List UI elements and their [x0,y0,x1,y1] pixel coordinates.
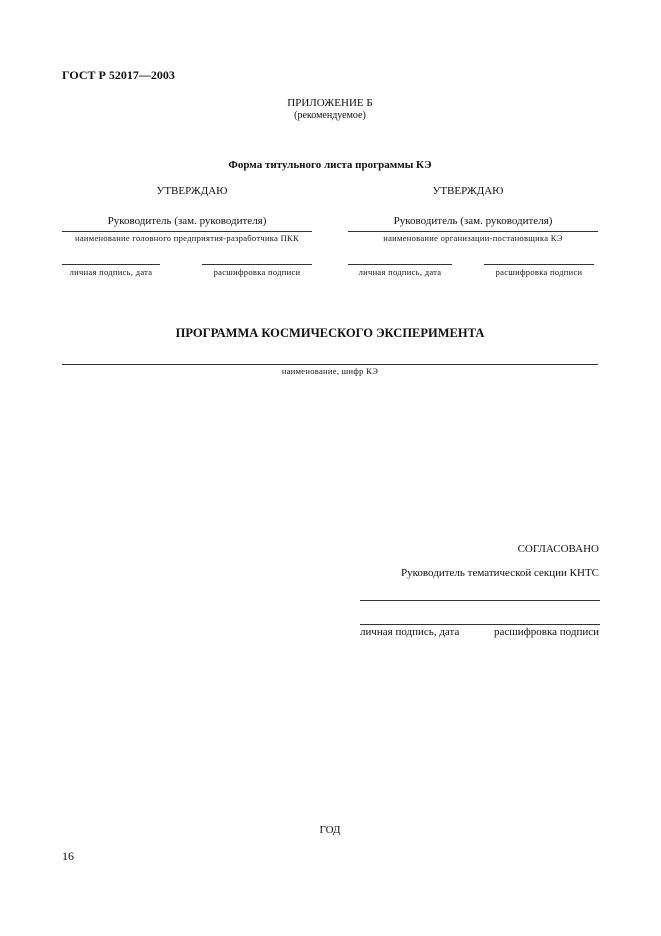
approve-right-sign-line [348,264,452,265]
approve-left-decode-line [202,264,312,265]
approve-left-org-caption: наименование головного предприятия-разработчика ПКК [75,233,299,243]
approve-left-heading: УТВЕРЖДАЮ [156,185,228,197]
agreed-decode-caption: расшифровка подписи [494,626,599,638]
approve-left-org-line [62,231,312,232]
agreed-role: Руководитель тематической секции КНТС [401,567,599,579]
approve-right-sign-caption: личная подпись, дата [358,267,442,277]
document-code: ГОСТ Р 52017—2003 [62,68,175,82]
appendix-note: (рекомендуемое) [294,110,366,121]
program-title: ПРОГРАММА КОСМИЧЕСКОГО ЭКСПЕРИМЕНТА [175,326,485,340]
approve-left-role: Руководитель (зам. руководителя) [107,215,267,227]
approve-left-decode-caption: расшифровка подписи [213,267,301,277]
approve-right-decode-line [484,264,594,265]
approve-right-org-line [348,231,598,232]
program-name-line [62,364,598,365]
approve-right-heading: УТВЕРЖДАЮ [432,185,504,197]
approve-right-org-caption: наименование организации-постановщика КЭ [383,233,563,243]
year-label: ГОД [319,824,341,836]
agreed-sign-line [360,624,600,625]
approve-right-decode-caption: расшифровка подписи [495,267,583,277]
approve-left-sign-line [62,264,160,265]
page-number: 16 [62,849,74,863]
appendix-title: ПРИЛОЖЕНИЕ Б [287,97,373,109]
approve-left-sign-caption: личная подпись, дата [69,267,153,277]
program-name-caption: наименование, шифр КЭ [281,366,379,376]
form-title: Форма титульного листа программы КЭ [228,159,432,171]
approve-right-role: Руководитель (зам. руководителя) [393,215,553,227]
agreed-heading: СОГЛАСОВАНО [517,543,599,555]
agreed-name-line [360,600,600,601]
agreed-sign-caption: личная подпись, дата [360,626,460,638]
